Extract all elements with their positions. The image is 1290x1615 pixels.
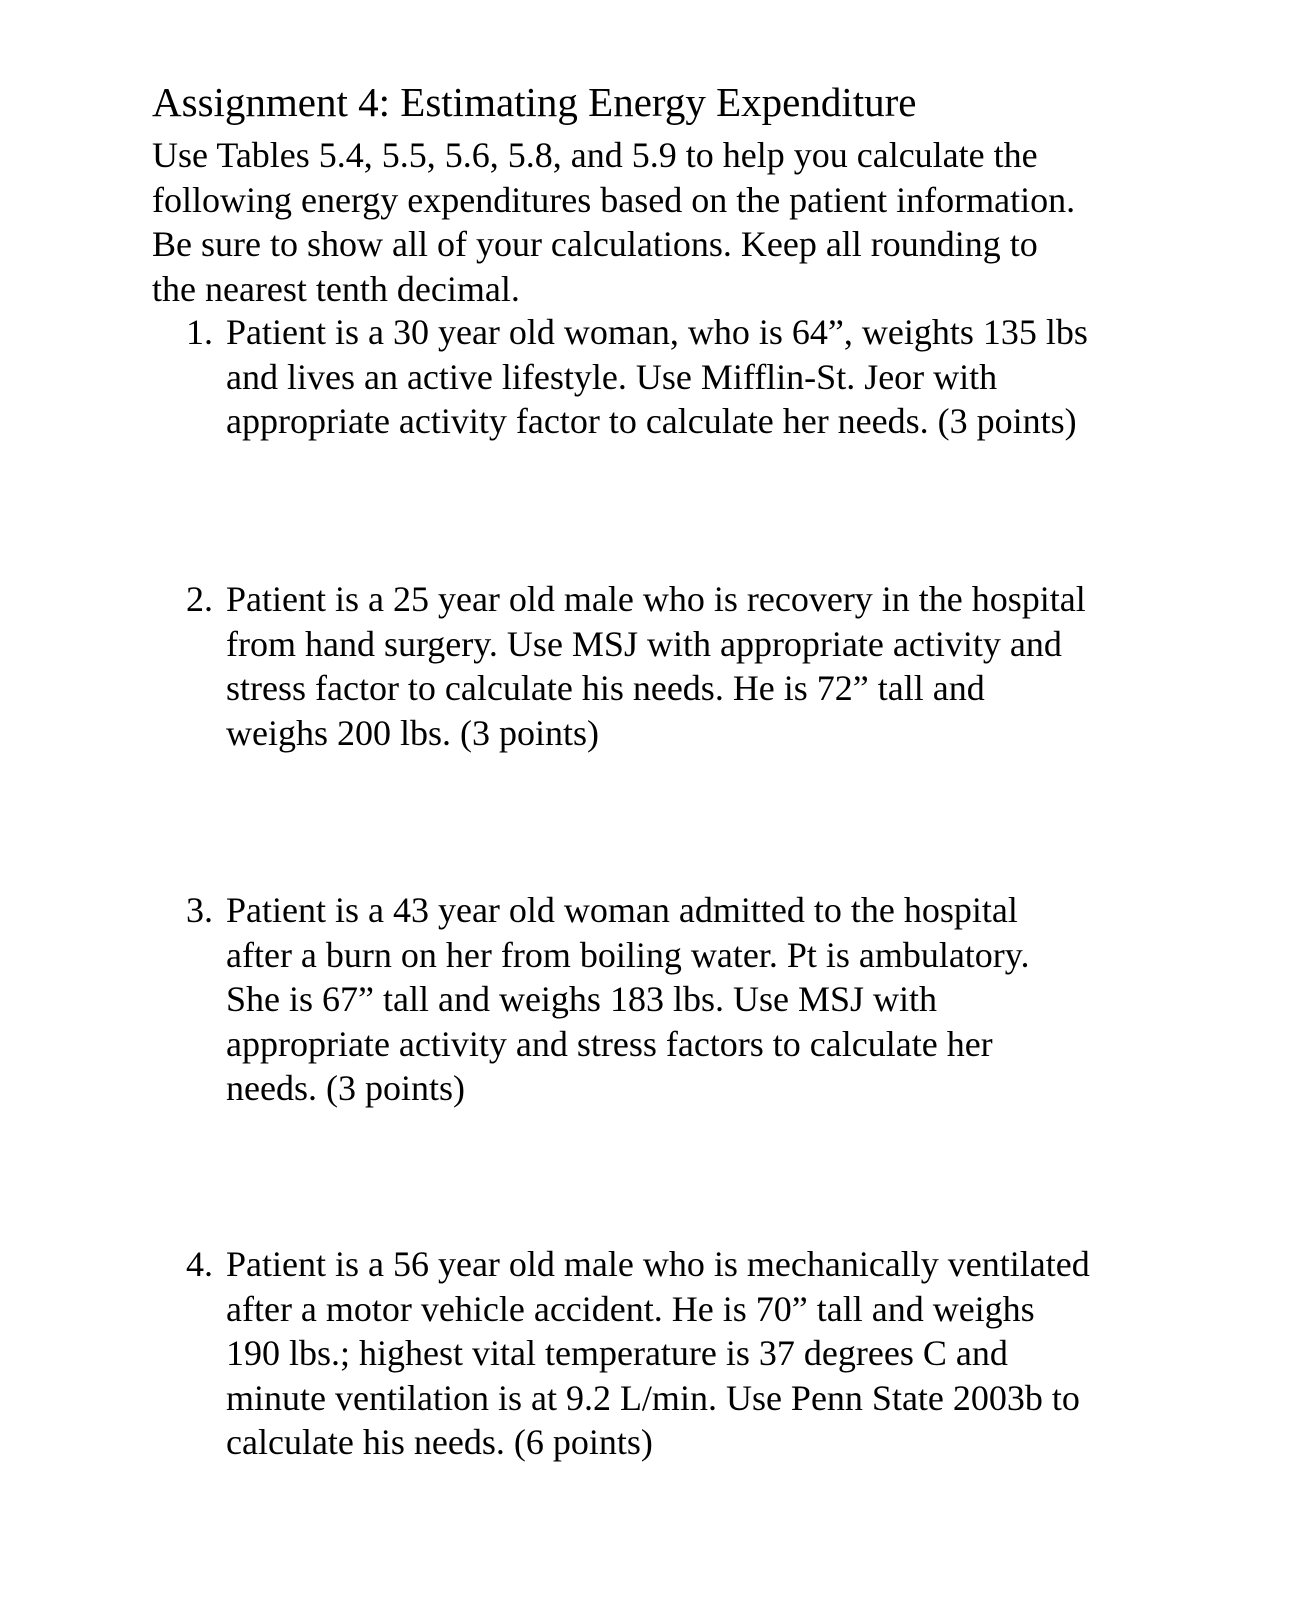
question-3: [186, 888, 1186, 1111]
instructions-line: following energy expenditures based on the patient information.: [152, 179, 1076, 220]
question-number: 3.: [186, 890, 213, 930]
question-text-line: after a burn on her from boiling water. Pt is ambulatory.: [226, 934, 1030, 975]
question-text-line: from hand surgery. Use MSJ with appropriate activity and: [226, 623, 1062, 664]
question-text-line: after a motor vehicle accident. He is 70” tall and weighs: [226, 1288, 1035, 1329]
question-1: [186, 310, 1186, 444]
question-2: [186, 577, 1186, 755]
instructions-line: Be sure to show all of your calculations. Keep all rounding to: [152, 224, 1038, 264]
question-text-line: weighs 200 lbs. (3 points): [226, 712, 599, 753]
question-text-line: Patient is a 43 year old woman admitted to the hospital: [226, 890, 1018, 930]
instructions-line: the nearest tenth decimal.: [152, 268, 520, 309]
instructions-paragraph: [152, 133, 1152, 311]
question-text-line: stress factor to calculate his needs. He is 72” tall and: [226, 668, 985, 708]
instructions-line: Use Tables 5.4, 5.5, 5.6, 5.8, and 5.9 to help you calculate the: [152, 135, 1038, 175]
question-text-line: Patient is a 30 year old woman, who is 64”, weights 135 lbs: [226, 312, 1088, 352]
question-text-line: and lives an active lifestyle. Use Mifflin-St. Jeor with: [226, 356, 998, 397]
question-number: 1.: [186, 312, 213, 352]
question-number: 2.: [186, 579, 213, 619]
question-text-line: Patient is a 56 year old male who is mechanically ventilated: [226, 1244, 1090, 1284]
question-text-line: minute ventilation is at 9.2 L/min. Use Penn State 2003b to: [226, 1377, 1080, 1418]
question-text-line: appropriate activity and stress factors to calculate her: [226, 1023, 993, 1064]
question-text-line: She is 67” tall and weighs 183 lbs. Use MSJ with: [226, 979, 937, 1019]
question-4: [186, 1242, 1186, 1465]
question-text-line: needs. (3 points): [226, 1068, 465, 1108]
question-text-line: appropriate activity factor to calculate her needs. (3 points): [226, 401, 1077, 441]
assignment-title: Assignment 4: Estimating Energy Expenditure: [152, 79, 917, 125]
question-text-line: calculate his needs. (6 points): [226, 1422, 653, 1462]
question-text-line: 190 lbs.; highest vital temperature is 37 degrees C and: [226, 1333, 1008, 1373]
question-number: 4.: [186, 1244, 213, 1284]
question-text-line: Patient is a 25 year old male who is recovery in the hospital: [226, 579, 1086, 619]
